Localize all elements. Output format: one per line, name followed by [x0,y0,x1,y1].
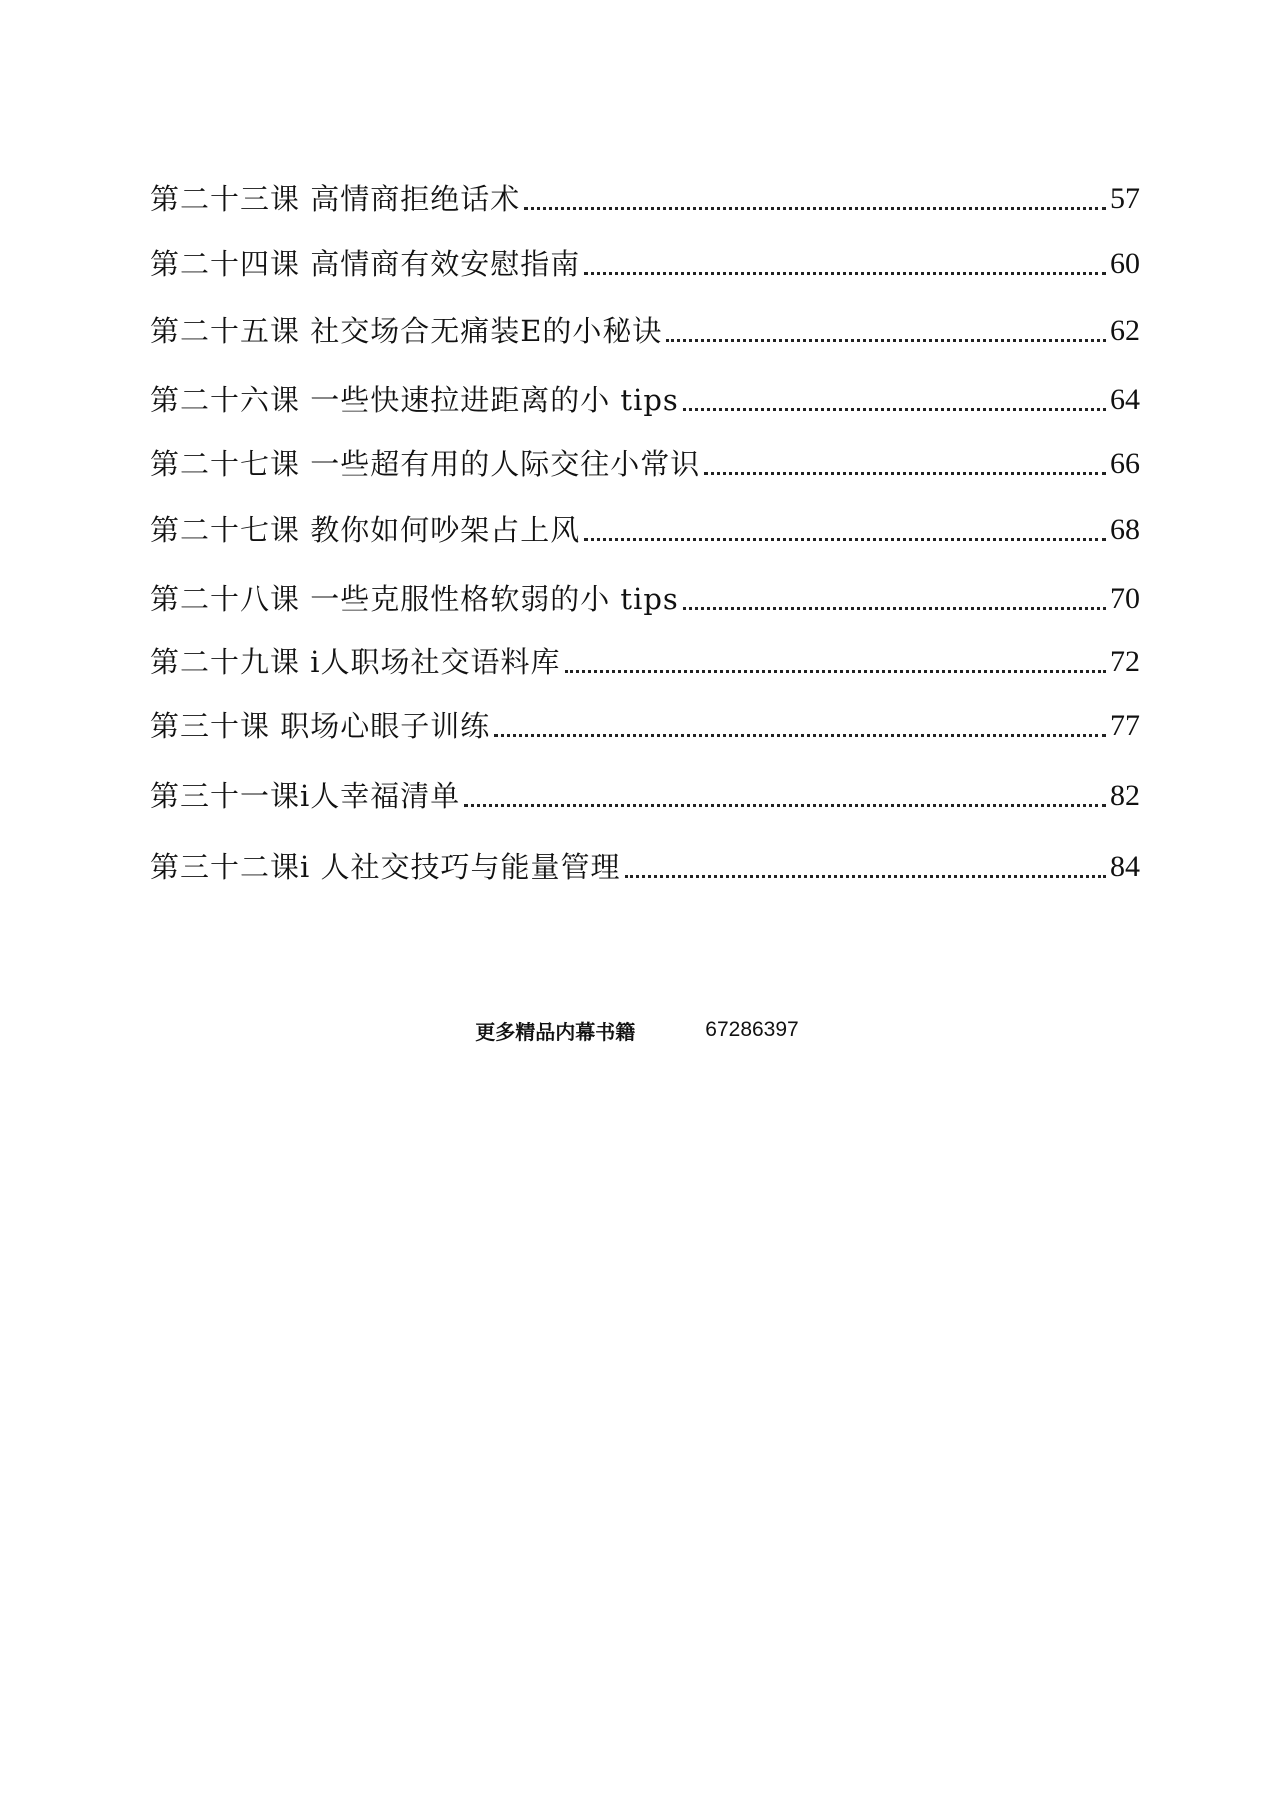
footer-code: 67286397 [705,1018,799,1041]
footer-text: 更多精品内幕书籍 [475,1019,636,1044]
toc-entry-24[interactable] [150,240,1140,284]
toc-entry-page: 70 [1110,582,1140,615]
dot-leader [464,804,1106,807]
toc-entry-32[interactable] [150,843,1140,887]
toc-entry-title: 第二十七课 一些超有用的人际交往小常识 [150,447,701,481]
toc-entry-title: 第三十课 职场心眼子训练 [150,709,491,743]
toc-entry-27a[interactable] [150,440,1140,484]
toc-entry-30[interactable] [150,702,1140,746]
toc-entry-title: 第二十七课 教你如何吵架占上风 [150,513,581,547]
toc-entry-31[interactable] [150,772,1140,816]
toc-entry-28[interactable] [150,575,1140,619]
toc-entry-page: 72 [1110,645,1140,678]
toc-entry-title: 第三十一课i人幸福清单 [150,779,461,813]
toc-entry-23[interactable] [150,175,1140,219]
toc-entry-26[interactable] [150,376,1140,420]
dot-leader [584,538,1106,541]
toc-entry-title: 第二十四课 高情商有效安慰指南 [150,247,581,281]
toc-entry-page: 62 [1110,314,1140,347]
dot-leader [494,734,1106,737]
dot-leader [625,875,1107,878]
toc-entry-title: 第二十六课 一些快速拉进距离的小 tips [150,383,679,417]
toc-entry-page: 57 [1110,182,1140,215]
dot-leader [704,472,1106,475]
toc-entry-page: 64 [1110,383,1140,416]
toc-entry-29[interactable] [150,638,1140,682]
toc-entry-page: 84 [1110,850,1140,883]
dot-leader [524,207,1106,210]
dot-leader [683,408,1106,411]
dot-leader [584,272,1106,275]
toc-entry-title: 第二十八课 一些克服性格软弱的小 tips [150,582,679,616]
toc-entry-page: 66 [1110,447,1140,480]
toc-entry-page: 60 [1110,247,1140,280]
toc-entry-page: 82 [1110,779,1140,812]
toc-entry-title: 第三十二课i 人社交技巧与能量管理 [150,850,621,884]
toc-entry-page: 68 [1110,513,1140,546]
toc-entry-title: 第二十九课 i人职场社交语料库 [150,645,561,679]
toc-entry-title: 第二十三课 高情商拒绝话术 [150,182,521,216]
toc-entry-page: 77 [1110,709,1140,742]
toc-entry-title: 第二十五课 社交场合无痛装E的小秘诀 [150,314,663,348]
toc-entry-27b[interactable] [150,506,1140,550]
dot-leader [683,607,1106,610]
table-of-contents [150,0,1140,960]
promo-footer [0,1010,1274,1050]
dot-leader [666,339,1106,342]
dot-leader [565,670,1107,673]
toc-entry-25[interactable] [150,307,1140,351]
